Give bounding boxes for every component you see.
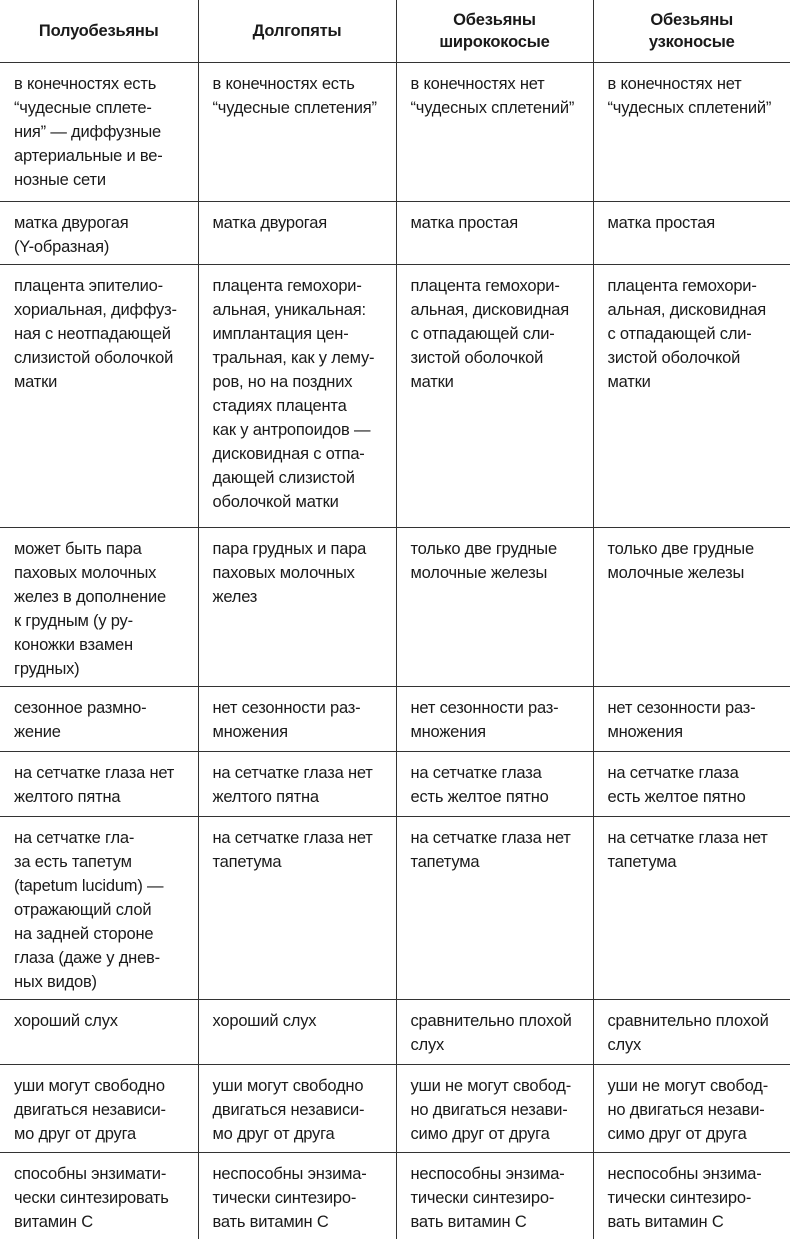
table-cell: в конечностях нет “чудесных сплетений” bbox=[396, 63, 593, 202]
header-tarsiers: Долгопяты bbox=[198, 0, 396, 63]
table-cell: плацента эпителио- хориальная, диффуз- ная с неотпадающей слизистой оболочкой матки bbox=[0, 265, 198, 528]
table-row bbox=[0, 752, 790, 817]
table-cell: уши не могут свобод- но двигаться незави- симо друг от друга bbox=[593, 1065, 790, 1153]
table-cell: уши не могут свобод- но двигаться незави- симо друг от друга bbox=[396, 1065, 593, 1153]
table-cell: может быть пара паховых молочных желез в дополнение к грудным (у ру- коножки взамен грудных) bbox=[0, 528, 198, 687]
table-cell: хороший слух bbox=[0, 1000, 198, 1065]
table-cell: плацента гемохори- альная, дисковидная с отпадающей сли- зистой оболочкой матки bbox=[396, 265, 593, 528]
table-body bbox=[0, 63, 790, 1240]
table-cell: способны энзимати- чески синтезировать витамин С bbox=[0, 1153, 198, 1240]
table-cell: в конечностях нет “чудесных сплетений” bbox=[593, 63, 790, 202]
table-row bbox=[0, 687, 790, 752]
table-row bbox=[0, 817, 790, 1000]
table-cell: на сетчатке гла- за есть тапетум (tapetum lucidum) — отражающий слой на задней стороне глаза (даже у днев- ных видов) bbox=[0, 817, 198, 1000]
table-cell: нет сезонности раз- множения bbox=[396, 687, 593, 752]
table-cell: на сетчатке глаза нет желтого пятна bbox=[198, 752, 396, 817]
table-cell: в конечностях есть “чудесные сплете- ния” — диффузные артериальные и ве- нозные сети bbox=[0, 63, 198, 202]
table-cell: на сетчатке глаза есть желтое пятно bbox=[593, 752, 790, 817]
table-cell: только две грудные молочные железы bbox=[593, 528, 790, 687]
header-prosimians: Полуобезьяны bbox=[0, 0, 198, 63]
table-row bbox=[0, 265, 790, 528]
header-old-world-monkeys: Обезьяны узконосые bbox=[593, 0, 790, 63]
table-cell: пара грудных и пара паховых молочных желез bbox=[198, 528, 396, 687]
table-header bbox=[0, 0, 790, 63]
table-cell: нет сезонности раз- множения bbox=[593, 687, 790, 752]
table-cell: плацента гемохори- альная, дисковидная с отпадающей сли- зистой оболочкой матки bbox=[593, 265, 790, 528]
table-cell: уши могут свободно двигаться независи- мо друг от друга bbox=[198, 1065, 396, 1153]
table-cell: матка простая bbox=[396, 202, 593, 265]
table-cell: на сетчатке глаза есть желтое пятно bbox=[396, 752, 593, 817]
table-row bbox=[0, 202, 790, 265]
table-cell: нет сезонности раз- множения bbox=[198, 687, 396, 752]
table-cell: матка двурогая bbox=[198, 202, 396, 265]
table-cell: неспособны энзима- тически синтезиро- вать витамин С bbox=[198, 1153, 396, 1240]
table-cell: неспособны энзима- тически синтезиро- вать витамин С bbox=[396, 1153, 593, 1240]
table-row bbox=[0, 63, 790, 202]
table-cell: только две грудные молочные железы bbox=[396, 528, 593, 687]
table-cell: сравнительно плохой слух bbox=[396, 1000, 593, 1065]
table-cell: на сетчатке глаза нет тапетума bbox=[593, 817, 790, 1000]
table-row bbox=[0, 1000, 790, 1065]
table-cell: сравнительно плохой слух bbox=[593, 1000, 790, 1065]
table-cell: неспособны энзима- тически синтезиро- вать витамин С bbox=[593, 1153, 790, 1240]
header-row bbox=[0, 0, 790, 63]
table-cell: хороший слух bbox=[198, 1000, 396, 1065]
table-cell: матка простая bbox=[593, 202, 790, 265]
table-cell: на сетчатке глаза нет тапетума bbox=[198, 817, 396, 1000]
table-cell: в конечностях есть “чудесные сплетения” bbox=[198, 63, 396, 202]
table-row bbox=[0, 1065, 790, 1153]
table-cell: плацента гемохори- альная, уникальная: имплантация цен- тральная, как у лему- ров, но на поздних стадиях плацента как у антропоидов — дисковидная с отпа- дающей слизистой оболочкой матки bbox=[198, 265, 396, 528]
table-cell: на сетчатке глаза нет желтого пятна bbox=[0, 752, 198, 817]
table-cell: матка двурогая (Y-образная) bbox=[0, 202, 198, 265]
table-cell: сезонное размно- жение bbox=[0, 687, 198, 752]
table-cell: уши могут свободно двигаться независи- мо друг от друга bbox=[0, 1065, 198, 1153]
table-row bbox=[0, 1153, 790, 1240]
table-row bbox=[0, 528, 790, 687]
table-cell: на сетчатке глаза нет тапетума bbox=[396, 817, 593, 1000]
header-new-world-monkeys: Обезьяны ширококосые bbox=[396, 0, 593, 63]
